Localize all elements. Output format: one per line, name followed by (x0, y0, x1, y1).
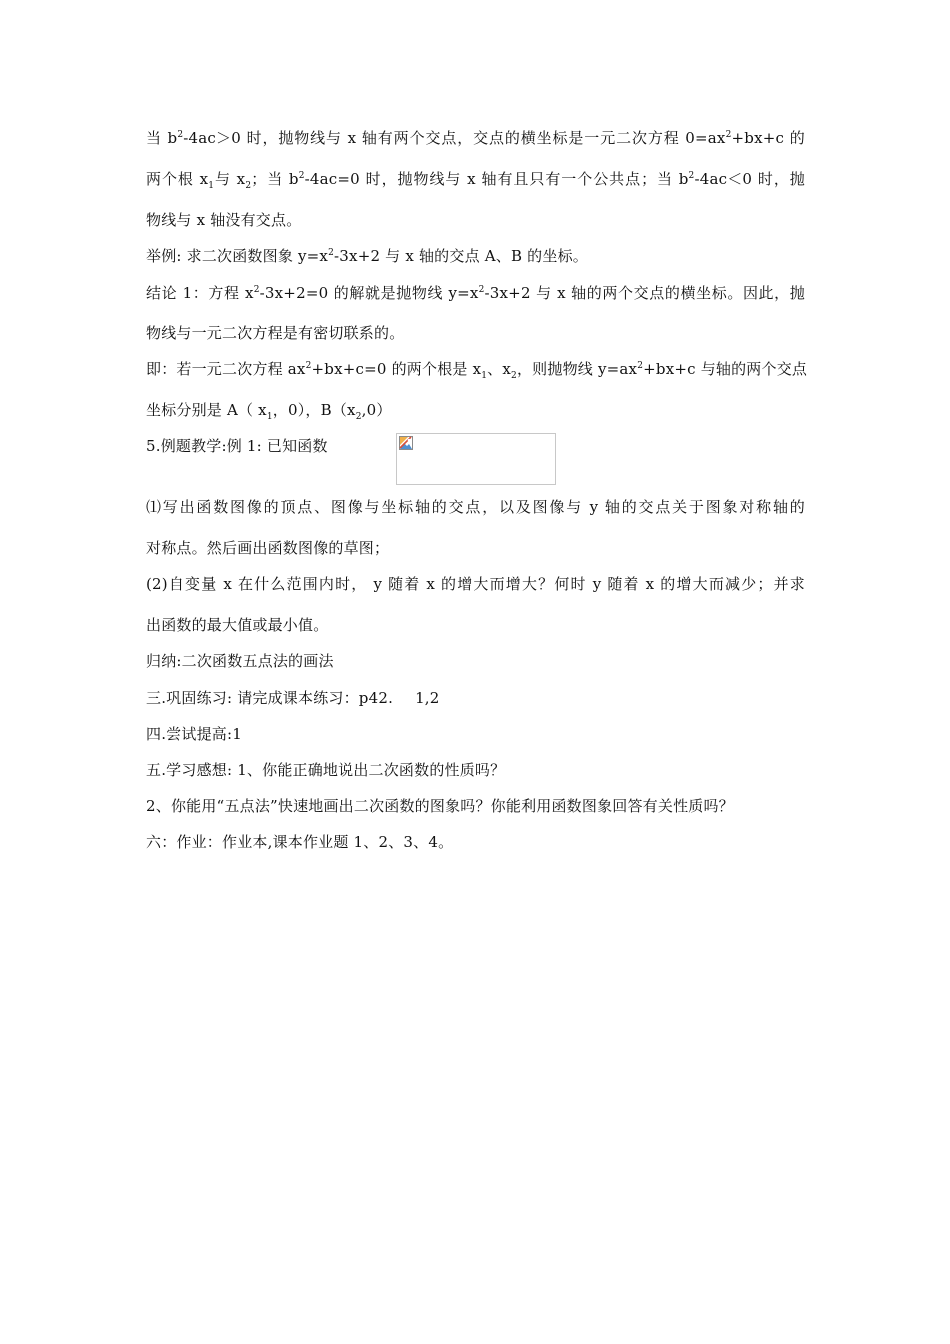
namely-line-2: 坐标分别是 A（ $x_1$，0），$B(x_2,0)$ (146, 401, 392, 422)
summary-line: 归纳:二次函数五点法的画法 (146, 652, 334, 670)
example-line: 举例: 求二次函数图象 $y=x^2-3x+2$ 与 x 轴的交点 A、B 的坐标。 (146, 247, 588, 265)
reflection-line-1: 五.学习感想: 1、你能正确地说出二次函数的性质吗？ (146, 761, 506, 779)
improve-line: 四.尝试提高:1 (146, 725, 242, 743)
conclusion-line-2: 物线与一元二次方程是有密切联系的。 (146, 324, 405, 342)
question2-line-1: (2)自变量 x 在什么范围内时， y 随着 x 的增大而增大？何时 y 随着 x 的增大而减少；并求 (146, 575, 805, 593)
broken-image-icon (399, 436, 413, 450)
namely-line-1: 即：若一元二次方程 $ax^2+bx+c=0$ 的两个根是 $x_1$、$x_2$，则抛物线 $y=ax^2+bx+c$ 与轴的两个交点 (146, 360, 808, 381)
question1-line-2: 对称点。然后画出函数图像的草图； (146, 539, 390, 557)
question2-line-2: 出函数的最大值或最小值。 (146, 616, 329, 634)
function-image-placeholder (396, 433, 556, 485)
paragraph-discriminant-line-3: 物线与 x 轴没有交点。 (146, 211, 302, 229)
homework-line: 六：作业：作业本,课本作业题 1、2、3、4。 (146, 833, 454, 851)
example1-line: 5.例题教学:例 1: 已知函数 (146, 437, 328, 455)
paragraph-discriminant-line-2: 两个根 $x_1$与 $x_2$；当 $b^2-4ac=0$ 时，抛物线与 x 轴有且只有一个公共点；当 $b^2-4ac<0$ 时，抛 (146, 170, 806, 191)
conclusion-line-1: 结论 1：方程 $x^2-3x+2=0$ 的解就是抛物线 $y=x^2-3x+2$ 与 x 轴的两个交点的横坐标。因此，抛 (146, 284, 806, 302)
practice-line: 三.巩固练习: 请完成课本练习：p42. 1,2 (146, 689, 440, 707)
reflection-line-2: 2、你能用“五点法”快速地画出二次函数的图象吗？你能利用函数图象回答有关性质吗？ (146, 797, 734, 815)
question1-line-1: ⑴写出函数图像的顶点、图像与坐标轴的交点，以及图像与 y 轴的交点关于图象对称轴的 (146, 498, 805, 516)
paragraph-discriminant-line-1: 当 $b^2-4ac>0$ 时，抛物线与 x 轴有两个交点，交点的横坐标是一元二次方程 $0=ax^2+bx+c$ 的 (146, 129, 805, 147)
